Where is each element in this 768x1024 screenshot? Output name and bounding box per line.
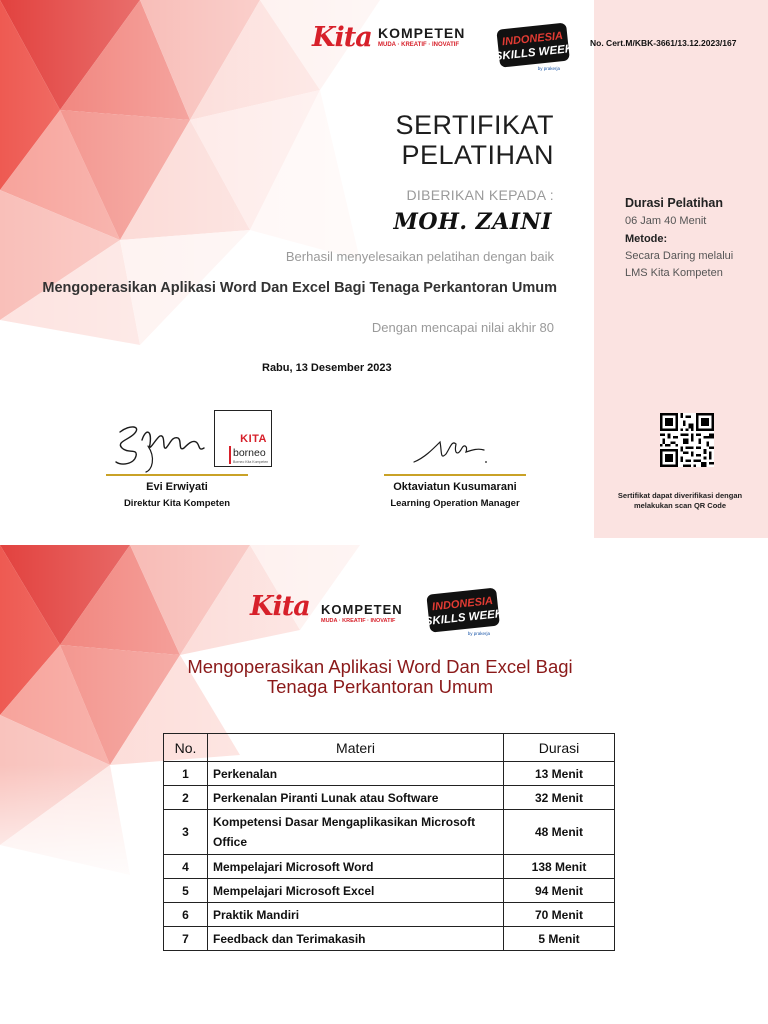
row-materi: Perkenalan [208,762,504,786]
row-no: 5 [164,879,208,903]
row-durasi: 48 Menit [504,810,615,855]
success-statement: Berhasil menyelesaikan pelatihan dengan baik [285,249,554,264]
indonesia-skills-week-logo [494,22,574,72]
stamp-borneo-text: borneo [233,447,266,459]
final-score-statement: Dengan mencapai nilai akhir 80 [371,320,554,335]
recipient-name: MOH. ZAINI [393,209,552,235]
logo-kompeten-text: KOMPETEN [321,602,403,617]
header-no: No. [164,734,208,762]
manager-role: Learning Operation Manager [390,498,520,509]
row-durasi: 5 Menit [504,927,615,951]
table-row [164,879,615,903]
method-label: Metode: [625,233,668,245]
curriculum-table [163,733,615,951]
event-logo-line2: SKILLS WEEK [494,42,574,64]
row-no: 7 [164,927,208,951]
course-title: Mengoperasikan Aplikasi Word Dan Excel Bagi Tenaga Perkantoran Umum [42,280,557,296]
signature-line-manager [384,474,526,476]
logo-tagline-text: MUDA · KREATIF · INOVATIF [378,42,460,48]
stamp-subtext: Borneo Kita Kompeten [233,460,269,464]
kita-borneo-stamp [214,410,272,467]
row-materi: Praktik Mandiri [208,903,504,927]
row-durasi: 138 Menit [504,855,615,879]
row-durasi: 32 Menit [504,786,615,810]
signature-line-director [106,474,248,476]
row-materi: Perkenalan Piranti Lunak atau Software [208,786,504,810]
stamp-accent-bar [229,446,231,464]
table-header-row [164,734,615,762]
curriculum-course-title [130,657,630,697]
duration-value: 06 Jam 40 Menit [625,215,707,227]
header-materi: Materi [208,734,504,762]
certificate-title [395,110,554,170]
row-no: 1 [164,762,208,786]
event-logo-by: by prakerja [537,66,560,71]
row-durasi: 94 Menit [504,879,615,903]
table-row [164,762,615,786]
certificate-number: No. Cert.M/KBK-3661/13.12.2023/167 [590,38,737,48]
header-durasi: Durasi [504,734,615,762]
kita-kompeten-logo [312,22,472,56]
row-no: 2 [164,786,208,810]
duration-label: Durasi Pelatihan [625,196,723,210]
event-logo-by: by prakerja [467,631,490,636]
kita-kompeten-logo [250,591,410,625]
logo-kompeten-text: KOMPETEN [378,25,466,41]
table-row [164,903,615,927]
stamp-kita-text: KITA [240,433,267,445]
given-to-label: DIBERIKAN KEPADA : [406,187,554,203]
event-logo-line2: SKILLS WEEK [424,607,504,629]
background-triangle-pattern [0,0,600,538]
table-row [164,786,615,810]
row-materi: Kompetensi Dasar Mengaplikasikan Microsoft Office [208,810,504,855]
row-materi: Mempelajari Microsoft Excel [208,879,504,903]
issue-date: Rabu, 13 Desember 2023 [262,362,392,374]
signature-manager [410,432,490,468]
certificate-title-line2: PELATIHAN [401,140,554,170]
method-value-line1: Secara Daring melalui [625,250,734,262]
director-role: Direktur Kita Kompeten [123,498,231,509]
qr-code[interactable] [660,413,714,467]
row-durasi: 13 Menit [504,762,615,786]
curriculum-page [0,545,768,1024]
certificate-title-line1: SERTIFIKAT [395,110,554,140]
logo-tagline-text: MUDA · KREATIF · INOVATIF [321,618,396,624]
indonesia-skills-week-logo [424,587,504,637]
row-no: 4 [164,855,208,879]
curriculum-course-title-line1: Mengoperasikan Aplikasi Word Dan Excel Bagi [187,656,573,677]
row-materi: Mempelajari Microsoft Word [208,855,504,879]
logo-kita-text: Kita [250,591,310,622]
row-durasi: 70 Menit [504,903,615,927]
method-value-line2: LMS Kita Kompeten [625,267,723,279]
table-row [164,927,615,951]
curriculum-course-title-line2: Tenaga Perkantoran Umum [266,676,494,697]
table-row [164,855,615,879]
signature-director [108,418,218,474]
manager-name: Oktaviatun Kusumarani [393,481,517,493]
logo-kita-text: Kita [312,22,372,53]
table-row [164,810,615,855]
row-no: 3 [164,810,208,855]
event-logo-line1: INDONESIA [501,29,564,49]
row-materi: Feedback dan Terimakasih [208,927,504,951]
verification-note: Sertifikat dapat diverifikasi dengan melakukan scan QR Code [617,491,743,510]
event-logo-line1: INDONESIA [431,594,494,614]
row-no: 6 [164,903,208,927]
director-name: Evi Erwiyati [146,481,208,493]
